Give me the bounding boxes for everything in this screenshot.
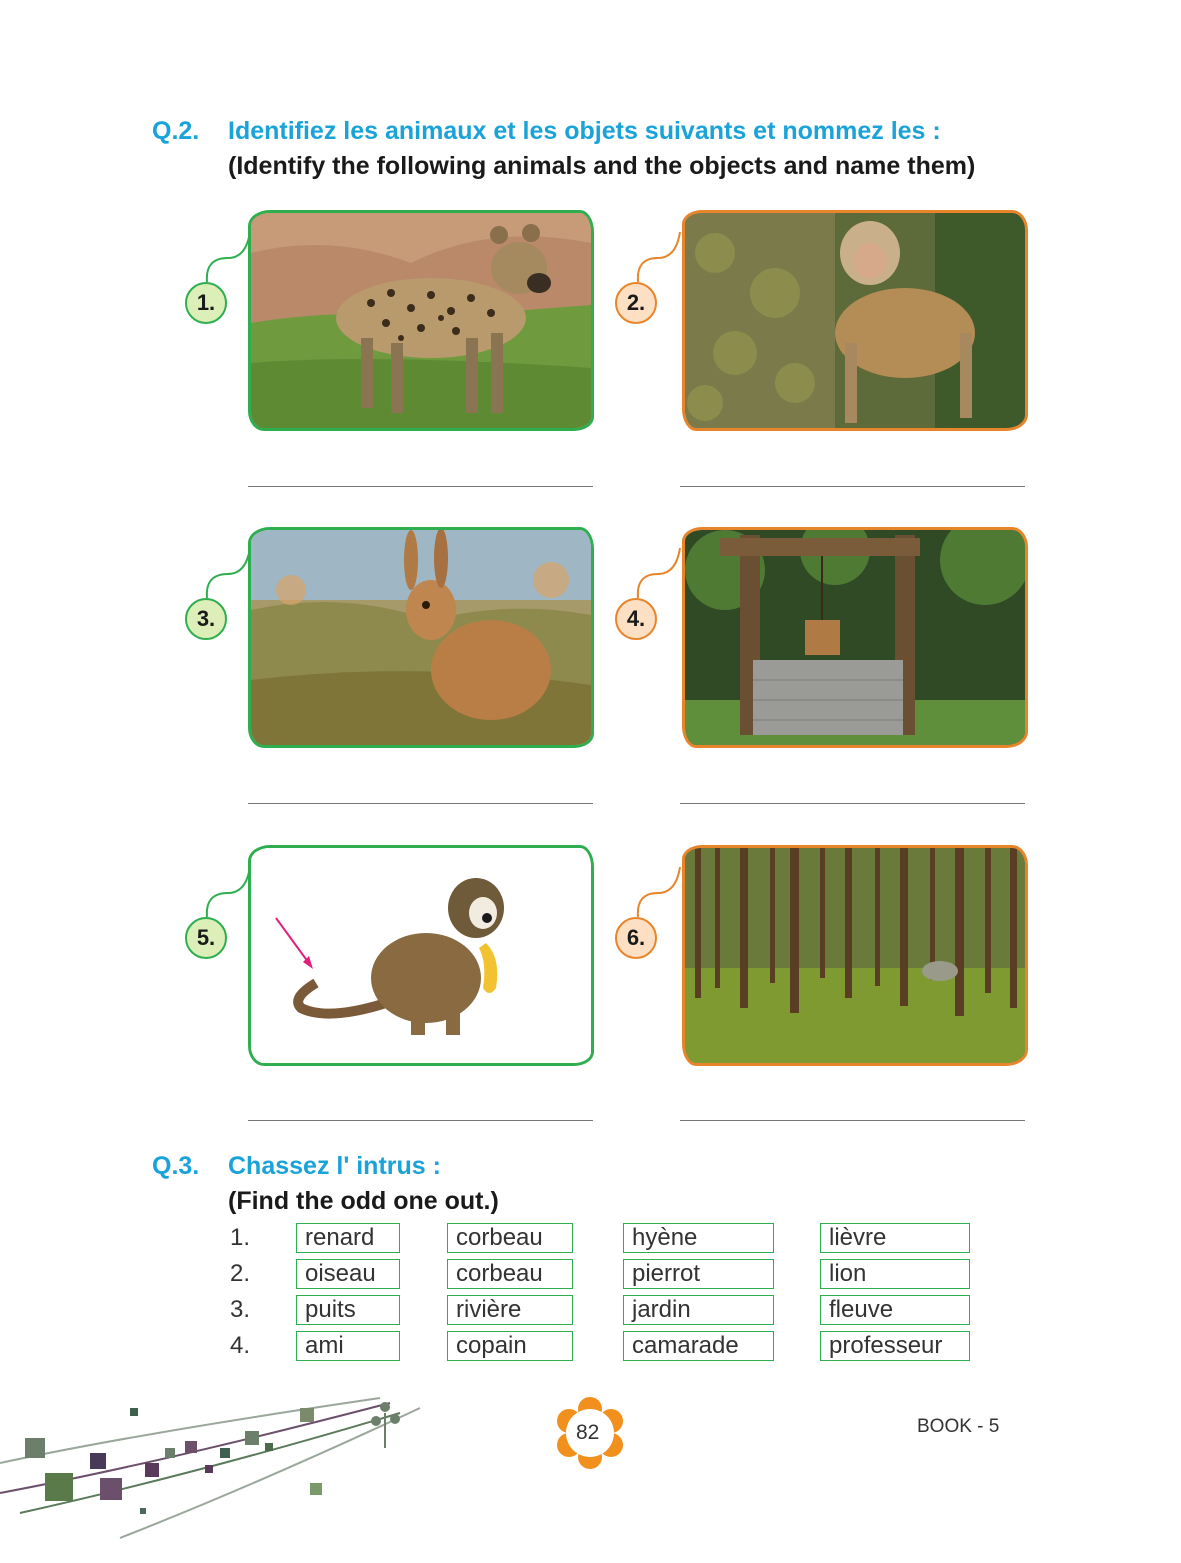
- row-number: 3.: [230, 1296, 251, 1323]
- item-6-badge: 6.: [615, 917, 657, 959]
- q3-subtitle: (Find the odd one out.): [228, 1187, 499, 1215]
- page-number: 82: [576, 1421, 600, 1444]
- word-option[interactable]: professeur: [820, 1331, 970, 1361]
- answer-line-2[interactable]: [680, 486, 1025, 487]
- macaque-monkey-image: [682, 210, 1028, 431]
- answer-line-5[interactable]: [248, 1120, 593, 1121]
- row-number: 1.: [230, 1224, 251, 1251]
- q3-title: Chassez l' intrus :: [228, 1152, 441, 1180]
- item-5-badge: 5.: [185, 917, 227, 959]
- q2-subtitle: (Identify the following animals and the objects and name them): [228, 152, 976, 180]
- q3-number: Q.3.: [152, 1152, 200, 1180]
- word-option[interactable]: camarade: [623, 1331, 774, 1361]
- word-option[interactable]: corbeau: [447, 1259, 573, 1289]
- word-option[interactable]: corbeau: [447, 1223, 573, 1253]
- hyena-image: [248, 210, 594, 431]
- word-option[interactable]: puits: [296, 1295, 400, 1325]
- answer-line-1[interactable]: [248, 486, 593, 487]
- word-option[interactable]: lièvre: [820, 1223, 970, 1253]
- footer-decoration: [0, 1393, 440, 1563]
- word-option[interactable]: rivière: [447, 1295, 573, 1325]
- row-number: 4.: [230, 1332, 251, 1359]
- word-option[interactable]: hyène: [623, 1223, 774, 1253]
- book-label: BOOK - 5: [917, 1416, 1000, 1437]
- item-3-badge: 3.: [185, 598, 227, 640]
- word-option[interactable]: lion: [820, 1259, 970, 1289]
- q2-number: Q.2.: [152, 117, 200, 145]
- answer-line-3[interactable]: [248, 803, 593, 804]
- hare-image: [248, 527, 594, 748]
- word-option[interactable]: jardin: [623, 1295, 774, 1325]
- word-option[interactable]: ami: [296, 1331, 400, 1361]
- answer-line-6[interactable]: [680, 1120, 1025, 1121]
- item-1-badge: 1.: [185, 282, 227, 324]
- q2-title: Identifiez les animaux et les objets suivants et nommez les :: [228, 117, 941, 145]
- row-number: 2.: [230, 1260, 251, 1287]
- word-option[interactable]: pierrot: [623, 1259, 774, 1289]
- forest-image: [682, 845, 1028, 1066]
- answer-line-4[interactable]: [680, 803, 1025, 804]
- squirrel-monkey-image: [248, 845, 594, 1066]
- item-4-badge: 4.: [615, 598, 657, 640]
- word-option[interactable]: fleuve: [820, 1295, 970, 1325]
- word-option[interactable]: oiseau: [296, 1259, 400, 1289]
- water-well-image: [682, 527, 1028, 748]
- item-2-badge: 2.: [615, 282, 657, 324]
- word-option[interactable]: copain: [447, 1331, 573, 1361]
- word-option[interactable]: renard: [296, 1223, 400, 1253]
